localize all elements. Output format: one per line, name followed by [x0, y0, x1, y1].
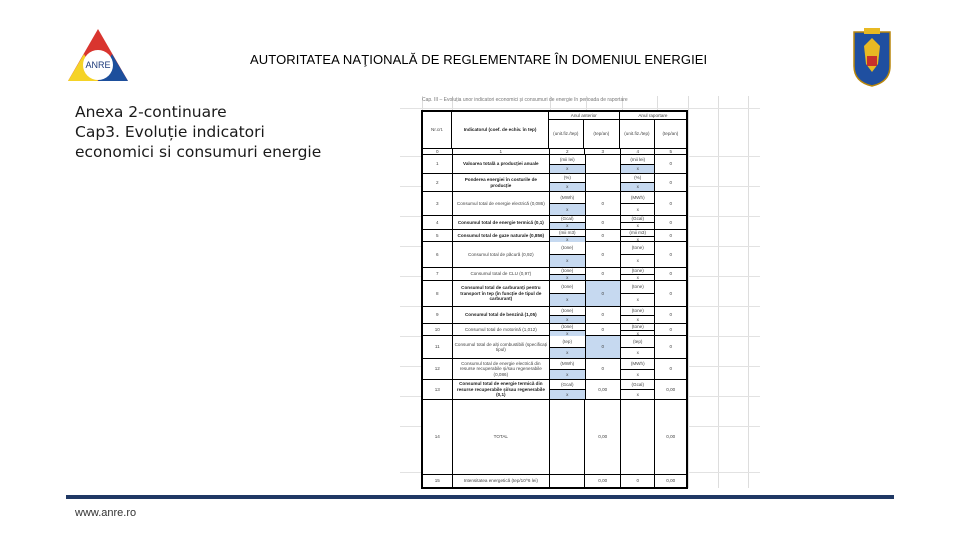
table-row	[423, 230, 686, 242]
table-row	[423, 475, 686, 487]
indicator-label: Consumul total de energie termică (0,1)	[453, 216, 550, 229]
row-number: 12	[423, 359, 453, 379]
input-prev[interactable]: x	[550, 370, 584, 380]
value-curr: 0	[669, 251, 673, 257]
row-number: 1	[423, 155, 453, 173]
indicator-label: Consumul total de păcură (0,92)	[453, 242, 550, 267]
input-curr[interactable]: x	[636, 223, 639, 229]
footer-divider	[66, 495, 894, 499]
title-line-1: Anexa 2-continuare	[75, 103, 227, 121]
value-prev: 0,00	[585, 400, 620, 474]
value-prev: 0	[586, 281, 622, 306]
value-curr: 0	[669, 326, 673, 332]
title-line-3: economici si consumuri energie	[75, 143, 322, 161]
header-unit: (unit.fiz./tep)	[620, 120, 655, 148]
input-prev[interactable]: x	[550, 390, 584, 399]
row-number: 7	[423, 268, 453, 280]
value-prev: 0	[586, 242, 622, 267]
unit-curr: (mii lei)	[621, 155, 654, 165]
row-number: 13	[423, 380, 453, 399]
value-prev: 0	[586, 216, 622, 229]
input-prev[interactable]: x	[550, 237, 584, 243]
indicator-label: Consumul total de benzină (1,05)	[453, 307, 550, 323]
table-row	[423, 174, 686, 192]
input-prev[interactable]: x	[550, 165, 584, 174]
unit-curr: (%)	[621, 174, 654, 183]
unit-curr: (mii m3)	[621, 230, 654, 237]
unit-curr: (MWh)	[621, 359, 654, 370]
value-curr: 0	[669, 232, 673, 238]
value-prev	[586, 174, 622, 191]
unit-prev: (tone)	[550, 268, 584, 275]
header-value: (tep/an)	[593, 131, 610, 137]
indicators-table	[421, 110, 688, 489]
unit-curr: (tep)	[621, 336, 654, 348]
table-row	[423, 380, 686, 400]
unit-prev: (Gcal)	[550, 216, 584, 223]
header-nr: Nr.crt.	[423, 112, 452, 148]
table-row	[423, 359, 686, 380]
unit-prev: (tep)	[550, 336, 584, 348]
unit-prev: (tone)	[550, 307, 584, 316]
row-number: 8	[423, 281, 453, 306]
indicator-label: Consumul total de CLU (0,97)	[453, 268, 550, 280]
table-row	[423, 242, 686, 268]
input-curr[interactable]: x	[621, 165, 654, 174]
unit-curr: (Gcal)	[621, 216, 654, 223]
input-curr[interactable]: x	[621, 183, 654, 191]
input-curr[interactable]: x	[636, 206, 639, 212]
input-curr[interactable]: x	[636, 391, 639, 397]
value-curr: 0	[669, 290, 673, 296]
value-curr: 0	[669, 179, 673, 185]
unit-prev: (MWh)	[550, 192, 584, 204]
table-row	[423, 192, 686, 216]
value-curr: 0	[669, 344, 673, 350]
row-number: 4	[423, 216, 453, 229]
indicator-label: Valoarea totală a producției anuale	[453, 155, 550, 173]
value-curr: 0	[669, 161, 673, 167]
indicator-label: Consumul total de energie electrică (0,086)	[453, 192, 550, 215]
unit-prev: (%)	[550, 174, 584, 183]
unit-curr: (tone)	[621, 307, 654, 316]
input-prev[interactable]: x	[550, 223, 584, 229]
letter-cell: 2	[550, 149, 585, 154]
row-number: 15	[423, 475, 453, 487]
input-curr[interactable]: x	[636, 236, 639, 242]
letter-cell: 0	[423, 149, 453, 154]
value-prev	[586, 155, 622, 173]
value-prev: 0	[586, 230, 622, 241]
slide-title	[75, 102, 321, 162]
unit-prev: (Gcal)	[550, 380, 584, 390]
table-row	[423, 307, 686, 324]
value-prev: 0	[586, 307, 622, 323]
table-row	[423, 336, 686, 359]
input-curr[interactable]: x	[636, 297, 639, 303]
indicator-label: Consumul total de energie termică din resurse recuperabile și/sau regenerabile (0,1)	[453, 380, 550, 399]
row-number: 9	[423, 307, 453, 323]
value-prev: 0,00	[586, 380, 622, 399]
indicator-label: Consumul total de gaze naturale (0,856)	[453, 230, 550, 241]
input-curr[interactable]: x	[636, 371, 639, 377]
svg-text:ANRE: ANRE	[85, 60, 111, 70]
letter-cell: 1	[453, 149, 550, 154]
unit-prev: (mii m3)	[550, 230, 584, 237]
table-row	[423, 155, 686, 174]
unit-prev: (tone)	[550, 242, 584, 255]
unit-curr: (MWh)	[621, 192, 654, 204]
input-prev[interactable]: x	[550, 316, 584, 324]
unit-curr: (Gcal)	[621, 380, 654, 390]
input-curr[interactable]: x	[636, 274, 639, 280]
value-curr: 0	[669, 200, 673, 206]
input-prev[interactable]: x	[550, 183, 584, 191]
header-prev-year: Anul anterior	[549, 112, 619, 120]
anre-logo	[66, 27, 130, 83]
title-line-2: Cap3. Evoluție indicatori	[75, 123, 265, 141]
indicator-label: Ponderea energiei în costurile de producție	[453, 174, 550, 191]
unit-curr: 0	[621, 475, 656, 487]
unit-curr	[621, 400, 656, 474]
unit-curr: (tone)	[621, 281, 654, 294]
header-curr-year: Anul raportare	[620, 112, 686, 120]
unit-curr: (tone)	[621, 268, 654, 275]
romania-coat-of-arms	[850, 26, 894, 88]
table-row	[423, 400, 686, 475]
table-caption: Cap. III – Evoluția unor indicatori economici și consumuri de energie în perioada de raportare	[422, 97, 628, 103]
unit-curr: (tone)	[621, 324, 654, 331]
input-curr[interactable]: x	[636, 258, 639, 264]
indicator-label: Intensitatea energetică (tep/10^6 lei)	[453, 475, 550, 487]
indicator-label: Consumul total de energie electrică din resurse recuperabile și/sau regenerabile (0,086)	[453, 359, 550, 379]
value-curr: 0,00	[666, 478, 676, 484]
unit-prev	[550, 475, 585, 487]
value-prev: 0	[586, 192, 622, 215]
footer-url[interactable]: www.anre.ro	[75, 507, 137, 519]
value-prev: 0	[586, 359, 622, 379]
input-prev[interactable]: x	[550, 331, 584, 337]
table-row	[423, 268, 686, 281]
input-curr[interactable]: x	[636, 350, 639, 355]
input-prev[interactable]: x	[550, 255, 584, 267]
value-curr: 0,00	[666, 434, 676, 440]
table-row	[423, 216, 686, 230]
input-curr[interactable]: x	[636, 330, 639, 336]
input-prev[interactable]: x	[550, 348, 584, 359]
letter-cell: 4	[621, 149, 656, 154]
row-number: 14	[423, 400, 453, 474]
indicator-label: Consumul total de carburanți pentru transport în tep (în funcție de tipul de carburant)	[453, 281, 550, 306]
row-number: 3	[423, 192, 453, 215]
row-number: 5	[423, 230, 453, 241]
indicator-label: Consumul total de motorină (1,012)	[453, 324, 550, 335]
indicator-label: TOTAL	[453, 400, 550, 474]
table-row	[423, 281, 686, 307]
header-title: AUTORITATEA NAŢIONALĂ DE REGLEMENTARE ÎN DOMENIUL ENERGIEI	[250, 52, 708, 67]
row-number: 2	[423, 174, 453, 191]
value-curr: 0	[669, 366, 673, 372]
table-row	[423, 324, 686, 336]
input-prev[interactable]: x	[550, 275, 584, 281]
input-curr[interactable]: x	[636, 316, 639, 322]
value-prev: 0	[586, 268, 622, 280]
header-value: (tep/an)	[662, 131, 679, 137]
input-prev[interactable]: x	[550, 204, 584, 215]
value-prev: 0	[586, 336, 622, 358]
value-prev: 0	[586, 324, 622, 335]
row-number: 10	[423, 324, 453, 335]
row-number: 6	[423, 242, 453, 267]
input-prev[interactable]: x	[550, 294, 584, 306]
unit-prev: (tone)	[550, 281, 584, 294]
header-unit: (unit.fiz./tep)	[549, 120, 584, 148]
table-header	[423, 112, 686, 149]
row-number: 11	[423, 336, 453, 358]
value-curr: 0	[669, 219, 673, 225]
unit-prev: (mii lei)	[550, 155, 584, 165]
unit-curr: (tone)	[621, 242, 654, 255]
value-prev: 0,00	[585, 475, 620, 487]
unit-prev: (tone)	[550, 324, 584, 331]
indicator-label: Consumul total de alți combustibili (specificați tipul)	[453, 336, 550, 358]
header-indicator: Indicatorul (coef. de echiv. în tep)	[452, 112, 548, 148]
value-curr: 0	[669, 271, 673, 277]
unit-prev: (MWh)	[550, 359, 584, 370]
letter-cell: 3	[585, 149, 620, 154]
value-curr: 0	[669, 312, 673, 318]
letter-cell: 5	[669, 148, 673, 154]
unit-prev	[550, 400, 585, 474]
value-curr: 0,00	[666, 386, 676, 392]
